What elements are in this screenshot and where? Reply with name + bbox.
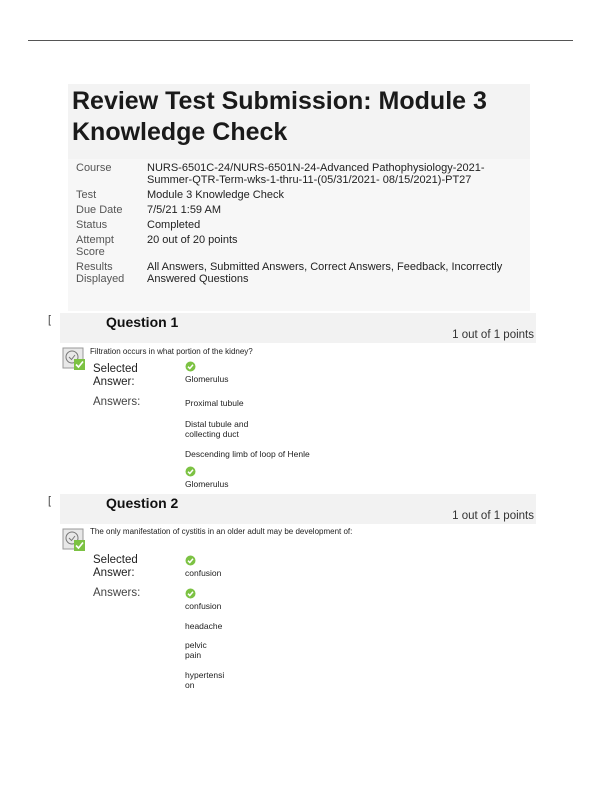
info-row-course bbox=[76, 162, 531, 186]
question-bracket: [ bbox=[48, 314, 52, 326]
selected-answer-text: Glomerulus bbox=[185, 374, 229, 384]
top-divider bbox=[28, 40, 573, 41]
check-icon bbox=[185, 466, 196, 477]
check-icon bbox=[185, 555, 196, 566]
question-title: Question 1 bbox=[106, 314, 179, 330]
answer-option: pelvic pain bbox=[185, 640, 207, 660]
status-label: Status bbox=[76, 219, 108, 231]
question-points: 1 out of 1 points bbox=[452, 329, 534, 341]
due-date-label: Due Date bbox=[76, 204, 123, 216]
info-row-test bbox=[76, 189, 531, 201]
page-title: Review Test Submission: Module 3 Knowledge Check bbox=[72, 87, 487, 146]
answer-option: hypertension bbox=[185, 670, 225, 690]
selected-answer-label: Selected Answer: bbox=[93, 363, 138, 388]
info-row-status bbox=[76, 219, 531, 231]
due-date-value: 7/5/21 1:59 AM bbox=[147, 204, 221, 216]
results-displayed-value: All Answers, Submitted Answers, Correct Answers, Feedback, Incorrectly Answered Questions bbox=[147, 261, 503, 285]
selected-answer bbox=[185, 555, 221, 578]
info-row-attempt bbox=[76, 234, 531, 258]
selected-answer-label: Selected Answer: bbox=[93, 554, 138, 579]
attempt-score-value: 20 out of 20 points bbox=[147, 234, 238, 246]
answer-option: headache bbox=[185, 621, 223, 631]
answer-option: Descending limb of loop of Henle bbox=[185, 449, 310, 459]
question-title: Question 2 bbox=[106, 495, 179, 511]
course-label: Course bbox=[76, 162, 112, 174]
check-icon bbox=[185, 361, 196, 372]
question-block-2 bbox=[48, 494, 548, 704]
question-points: 1 out of 1 points bbox=[452, 510, 534, 522]
correct-answer-icon bbox=[62, 528, 86, 552]
answer-option: Proximal tubule bbox=[185, 398, 244, 408]
answer-option-correct bbox=[185, 466, 228, 489]
attempt-score-label: Attempt Score bbox=[76, 234, 114, 258]
course-value: NURS-6501C-24/NURS-6501N-24-Advanced Pathophysiology-2021-Summer-QTR-Term-wks-1-thru-11-(05/31/2021- 08/15/2021)-PT27 bbox=[147, 162, 485, 186]
selected-answer-text: confusion bbox=[185, 568, 222, 578]
answers-label: Answers: bbox=[93, 396, 141, 408]
results-displayed-label: Results Displayed bbox=[76, 261, 125, 285]
selected-answer bbox=[185, 361, 228, 384]
question-text: Filtration occurs in what portion of the kidney? bbox=[90, 347, 253, 356]
answer-option-text: Glomerulus bbox=[185, 479, 229, 489]
status-value: Completed bbox=[147, 219, 201, 231]
info-row-due bbox=[76, 204, 531, 216]
answer-option-text: confusion bbox=[185, 601, 222, 611]
question-text: The only manifestation of cystitis in an older adult may be development of: bbox=[90, 527, 353, 536]
answers-label: Answers: bbox=[93, 587, 141, 599]
question-bracket: [ bbox=[48, 495, 52, 507]
correct-answer-icon bbox=[62, 347, 86, 371]
answer-option-correct bbox=[185, 588, 221, 611]
submission-info bbox=[76, 162, 531, 288]
question-block-1 bbox=[48, 313, 548, 493]
answer-option: Distal tubule and collecting duct bbox=[185, 419, 249, 439]
test-value: Module 3 Knowledge Check bbox=[147, 189, 284, 201]
info-row-results bbox=[76, 261, 531, 285]
test-label: Test bbox=[76, 189, 97, 201]
check-icon bbox=[185, 588, 196, 599]
